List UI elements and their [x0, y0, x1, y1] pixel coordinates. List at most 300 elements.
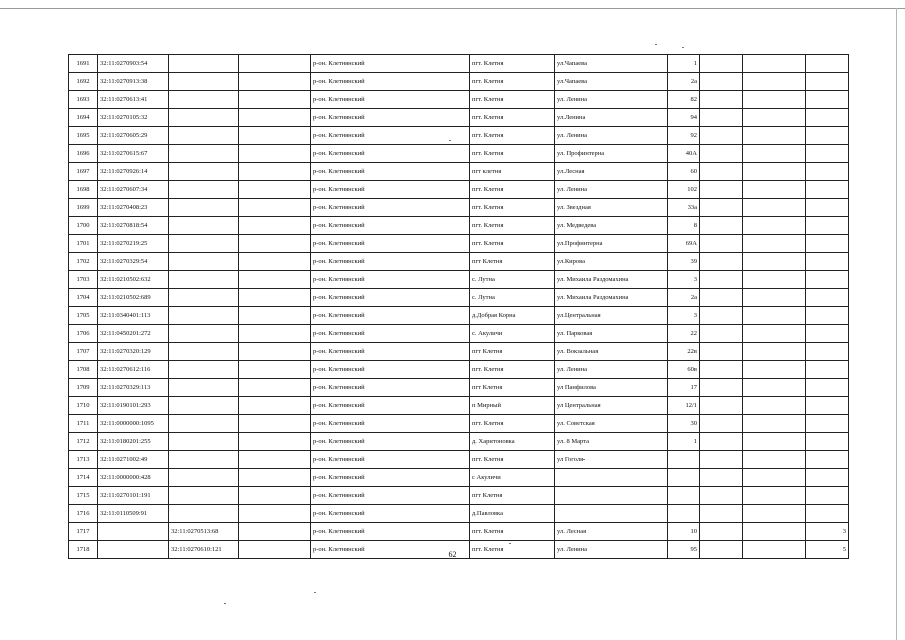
- cell-settlement: пгт. Клетня: [470, 523, 555, 541]
- cell-row-number: 1700: [69, 217, 98, 235]
- registry-table-container: [68, 54, 848, 559]
- cell-row-number: 1703: [69, 271, 98, 289]
- cell-extra-1: [700, 487, 743, 505]
- cell-house-number: 2а: [668, 289, 700, 307]
- cell-house-number: 82: [668, 91, 700, 109]
- cell-settlement: пгт. Клетня: [470, 73, 555, 91]
- cell-extra-3: [806, 505, 849, 523]
- cell-empty: [239, 55, 311, 73]
- cell-extra-3: 3: [806, 523, 849, 541]
- cell-cadastral-number: 32:11:0270913:38: [98, 73, 169, 91]
- table-row: [69, 379, 849, 397]
- cell-cadastral-number: 32:11:0270818:54: [98, 217, 169, 235]
- scan-edge-right: [896, 8, 897, 640]
- cell-row-number: 1709: [69, 379, 98, 397]
- cell-cadastral-number: 32:11:0270615:67: [98, 145, 169, 163]
- cell-district: р-он. Клетнянский: [311, 307, 470, 325]
- cell-extra-2: [743, 217, 806, 235]
- cell-extra-2: [743, 253, 806, 271]
- cell-extra-3: [806, 361, 849, 379]
- cell-cadastral-number-alt: 32:11:0270610:121: [169, 541, 239, 559]
- cell-extra-1: [700, 379, 743, 397]
- cell-street: ул. Лесная: [555, 523, 668, 541]
- cell-extra-2: [743, 235, 806, 253]
- cell-row-number: 1718: [69, 541, 98, 559]
- cell-district: р-он. Клетнянский: [311, 145, 470, 163]
- cell-extra-2: [743, 145, 806, 163]
- cell-district: р-он. Клетнянский: [311, 469, 470, 487]
- table-row: [69, 109, 849, 127]
- cell-cadastral-number: 32:11:0270329:54: [98, 253, 169, 271]
- table-row: [69, 163, 849, 181]
- cell-district: р-он. Клетнянский: [311, 415, 470, 433]
- table-row: [69, 433, 849, 451]
- cell-cadastral-number: [98, 523, 169, 541]
- cell-extra-1: [700, 235, 743, 253]
- table-row: [69, 199, 849, 217]
- cell-row-number: 1701: [69, 235, 98, 253]
- cell-district: р-он. Клетнянский: [311, 235, 470, 253]
- cell-district: р-он. Клетнянский: [311, 523, 470, 541]
- cell-empty: [239, 181, 311, 199]
- cell-district: р-он. Клетнянский: [311, 361, 470, 379]
- cell-extra-2: [743, 199, 806, 217]
- table-row: [69, 127, 849, 145]
- cell-empty: [239, 127, 311, 145]
- cell-district: р-он. Клетнянский: [311, 325, 470, 343]
- cell-extra-1: [700, 217, 743, 235]
- cell-cadastral-number: 32:11:0450201:272: [98, 325, 169, 343]
- cell-extra-3: [806, 217, 849, 235]
- cell-district: р-он. Клетнянский: [311, 163, 470, 181]
- cell-cadastral-number-alt: [169, 109, 239, 127]
- cell-extra-2: [743, 415, 806, 433]
- cell-extra-3: [806, 181, 849, 199]
- cell-extra-3: [806, 325, 849, 343]
- cell-row-number: 1693: [69, 91, 98, 109]
- cell-house-number: 12/1: [668, 397, 700, 415]
- cell-cadastral-number: 32:11:0270329:113: [98, 379, 169, 397]
- cell-district: р-он. Клетнянский: [311, 73, 470, 91]
- cell-cadastral-number: 32:11:0180201:255: [98, 433, 169, 451]
- table-row: [69, 523, 849, 541]
- cell-street: ул. 8 Марта: [555, 433, 668, 451]
- cell-house-number: [668, 505, 700, 523]
- cell-extra-2: [743, 361, 806, 379]
- cell-extra-1: [700, 199, 743, 217]
- cell-extra-2: [743, 433, 806, 451]
- cell-district: р-он. Клетнянский: [311, 91, 470, 109]
- cell-house-number: 3: [668, 271, 700, 289]
- cell-settlement: пгт. Клетня: [470, 91, 555, 109]
- cell-settlement: пгт Клетня: [470, 487, 555, 505]
- cell-empty: [239, 361, 311, 379]
- cell-district: р-он. Клетнянский: [311, 505, 470, 523]
- table-row: [69, 73, 849, 91]
- cell-empty: [239, 325, 311, 343]
- cell-street: [555, 487, 668, 505]
- cell-street: ул Гоголя: [555, 451, 668, 469]
- cell-cadastral-number-alt: [169, 235, 239, 253]
- cell-row-number: 1702: [69, 253, 98, 271]
- table-row: [69, 145, 849, 163]
- cell-cadastral-number-alt: [169, 433, 239, 451]
- cell-street: ул. Ленина: [555, 541, 668, 559]
- cell-district: р-он. Клетнянский: [311, 181, 470, 199]
- cell-cadastral-number-alt: [169, 253, 239, 271]
- cell-row-number: 1699: [69, 199, 98, 217]
- cell-cadastral-number: 32:11:0270219:25: [98, 235, 169, 253]
- cell-empty: [239, 253, 311, 271]
- cell-street: ул. Парковая: [555, 325, 668, 343]
- cell-settlement: пгт. Клетня: [470, 145, 555, 163]
- cell-empty: [239, 91, 311, 109]
- cell-extra-2: [743, 271, 806, 289]
- cell-cadastral-number: 32:11:0270612:116: [98, 361, 169, 379]
- cell-cadastral-number-alt: [169, 217, 239, 235]
- cell-district: р-он. Клетнянский: [311, 271, 470, 289]
- cell-house-number: 10: [668, 523, 700, 541]
- cell-house-number: 22: [668, 325, 700, 343]
- cell-street: ул Центральная: [555, 397, 668, 415]
- scan-speck: [682, 47, 684, 48]
- cell-house-number: 1: [668, 433, 700, 451]
- registry-table: [68, 54, 849, 559]
- table-row: [69, 469, 849, 487]
- cell-district: р-он. Клетнянский: [311, 343, 470, 361]
- cell-row-number: 1715: [69, 487, 98, 505]
- cell-extra-2: [743, 91, 806, 109]
- cell-settlement: д.Павловка: [470, 505, 555, 523]
- cell-extra-3: [806, 109, 849, 127]
- cell-row-number: 1705: [69, 307, 98, 325]
- cell-street: ул.Чапаева: [555, 55, 668, 73]
- scan-speck: [314, 592, 316, 593]
- cell-cadastral-number: 32:11:0210502:632: [98, 271, 169, 289]
- cell-extra-1: [700, 415, 743, 433]
- cell-street: ул. Ленина: [555, 127, 668, 145]
- cell-row-number: 1716: [69, 505, 98, 523]
- cell-street: ул. Медведева: [555, 217, 668, 235]
- cell-extra-3: [806, 343, 849, 361]
- cell-row-number: 1692: [69, 73, 98, 91]
- cell-empty: [239, 145, 311, 163]
- cell-empty: [239, 73, 311, 91]
- cell-extra-3: 5: [806, 541, 849, 559]
- cell-extra-2: [743, 325, 806, 343]
- cell-house-number: [668, 469, 700, 487]
- cell-cadastral-number-alt: [169, 397, 239, 415]
- table-row: [69, 235, 849, 253]
- cell-street: ул Панфилова: [555, 379, 668, 397]
- cell-district: р-он. Клетнянский: [311, 487, 470, 505]
- cell-empty: [239, 523, 311, 541]
- cell-settlement: пгт Клетня: [470, 343, 555, 361]
- cell-empty: [239, 451, 311, 469]
- cell-cadastral-number-alt: [169, 55, 239, 73]
- cell-cadastral-number: 32:11:0000000:428: [98, 469, 169, 487]
- cell-extra-2: [743, 451, 806, 469]
- cell-extra-2: [743, 505, 806, 523]
- cell-cadastral-number-alt: [169, 127, 239, 145]
- cell-extra-3: [806, 73, 849, 91]
- cell-extra-1: [700, 505, 743, 523]
- cell-empty: [239, 289, 311, 307]
- cell-settlement: пгт. Клетня: [470, 55, 555, 73]
- cell-house-number: [668, 487, 700, 505]
- cell-settlement: пгт клетня: [470, 163, 555, 181]
- cell-district: р-он. Клетнянский: [311, 451, 470, 469]
- cell-house-number: 102: [668, 181, 700, 199]
- cell-row-number: 1694: [69, 109, 98, 127]
- cell-empty: [239, 217, 311, 235]
- cell-settlement: пгт. Клетня: [470, 451, 555, 469]
- cell-extra-1: [700, 343, 743, 361]
- cell-cadastral-number-alt: [169, 163, 239, 181]
- cell-extra-3: [806, 307, 849, 325]
- cell-row-number: 1704: [69, 289, 98, 307]
- table-row: [69, 343, 849, 361]
- cell-street: ул. Ленина: [555, 361, 668, 379]
- cell-extra-2: [743, 523, 806, 541]
- cell-extra-1: [700, 289, 743, 307]
- cell-empty: [239, 415, 311, 433]
- cell-cadastral-number-alt: [169, 361, 239, 379]
- cell-settlement: пгт. Клетня: [470, 541, 555, 559]
- cell-settlement: с Акуличи: [470, 469, 555, 487]
- cell-cadastral-number: 32:11:0270408:23: [98, 199, 169, 217]
- cell-street: ул. Ленина: [555, 181, 668, 199]
- cell-street: ул. Михаила Раздомахина: [555, 289, 668, 307]
- cell-house-number: 17: [668, 379, 700, 397]
- cell-extra-2: [743, 397, 806, 415]
- cell-empty: [239, 397, 311, 415]
- cell-settlement: пгт. Клетня: [470, 235, 555, 253]
- page-number: 62: [448, 550, 457, 559]
- cell-cadastral-number-alt: [169, 487, 239, 505]
- cell-extra-2: [743, 379, 806, 397]
- cell-cadastral-number-alt: [169, 379, 239, 397]
- cell-settlement: пгт. Клетня: [470, 181, 555, 199]
- table-row: [69, 253, 849, 271]
- cell-empty: [239, 433, 311, 451]
- cell-empty: [239, 163, 311, 181]
- cell-row-number: 1698: [69, 181, 98, 199]
- cell-row-number: 1710: [69, 397, 98, 415]
- cell-district: р-он. Клетнянский: [311, 541, 470, 559]
- cell-extra-1: [700, 469, 743, 487]
- table-row: [69, 397, 849, 415]
- table-row: [69, 415, 849, 433]
- cell-extra-2: [743, 55, 806, 73]
- cell-street: ул. Профинтерна: [555, 145, 668, 163]
- cell-extra-2: [743, 469, 806, 487]
- cell-cadastral-number: 32:11:0270320:129: [98, 343, 169, 361]
- cell-cadastral-number-alt: [169, 415, 239, 433]
- cell-district: р-он. Клетнянский: [311, 379, 470, 397]
- cell-cadastral-number-alt: [169, 145, 239, 163]
- table-row: [69, 325, 849, 343]
- cell-extra-3: [806, 199, 849, 217]
- cell-settlement: пгт Клетня: [470, 379, 555, 397]
- cell-cadastral-number: 32:11:0270101:191: [98, 487, 169, 505]
- cell-extra-2: [743, 487, 806, 505]
- cell-street: ул. Ленина: [555, 91, 668, 109]
- cell-extra-3: [806, 235, 849, 253]
- cell-street: [555, 469, 668, 487]
- cell-extra-2: [743, 109, 806, 127]
- table-row: [69, 289, 849, 307]
- cell-cadastral-number: 32:11:0270613:41: [98, 91, 169, 109]
- cell-settlement: пгт. Клетня: [470, 199, 555, 217]
- cell-house-number: 2а: [668, 73, 700, 91]
- cell-cadastral-number: 32:11:0190101:293: [98, 397, 169, 415]
- cell-settlement: п Мирный: [470, 397, 555, 415]
- cell-house-number: [668, 451, 700, 469]
- cell-row-number: 1717: [69, 523, 98, 541]
- cell-settlement: пгт. Клетня: [470, 361, 555, 379]
- cell-house-number: 60в: [668, 361, 700, 379]
- cell-cadastral-number-alt: [169, 289, 239, 307]
- cell-district: р-он. Клетнянский: [311, 109, 470, 127]
- cell-extra-1: [700, 91, 743, 109]
- cell-empty: [239, 307, 311, 325]
- table-row: [69, 505, 849, 523]
- cell-house-number: 3: [668, 307, 700, 325]
- table-row: [69, 91, 849, 109]
- cell-house-number: 95: [668, 541, 700, 559]
- cell-settlement: пгт. Клетня: [470, 217, 555, 235]
- cell-extra-2: [743, 181, 806, 199]
- cell-cadastral-number-alt: [169, 271, 239, 289]
- cell-street: ул.Профинтерна: [555, 235, 668, 253]
- cell-district: р-он. Клетнянский: [311, 253, 470, 271]
- cell-extra-1: [700, 307, 743, 325]
- cell-extra-3: [806, 271, 849, 289]
- cell-extra-1: [700, 73, 743, 91]
- scan-edge-top: [0, 8, 905, 9]
- cell-house-number: 33а: [668, 199, 700, 217]
- cell-extra-3: [806, 433, 849, 451]
- cell-cadastral-number-alt: [169, 91, 239, 109]
- cell-cadastral-number-alt: [169, 181, 239, 199]
- cell-district: р-он. Клетнянский: [311, 127, 470, 145]
- cell-extra-3: [806, 253, 849, 271]
- cell-settlement: пгт. Клетня: [470, 415, 555, 433]
- cell-extra-1: [700, 181, 743, 199]
- table-row: [69, 307, 849, 325]
- cell-cadastral-number: 32:11:0270105:32: [98, 109, 169, 127]
- cell-street: ул. Вокзальная: [555, 343, 668, 361]
- cell-extra-2: [743, 163, 806, 181]
- cell-extra-1: [700, 145, 743, 163]
- cell-extra-3: [806, 145, 849, 163]
- cell-district: р-он. Клетнянский: [311, 433, 470, 451]
- cell-extra-1: [700, 55, 743, 73]
- cell-extra-3: [806, 91, 849, 109]
- cell-extra-2: [743, 343, 806, 361]
- table-row: [69, 55, 849, 73]
- cell-cadastral-number-alt: [169, 307, 239, 325]
- cell-street: ул. Звездная: [555, 199, 668, 217]
- cell-house-number: 39: [668, 253, 700, 271]
- cell-empty: [239, 469, 311, 487]
- cell-street: ул.Кирова: [555, 253, 668, 271]
- cell-house-number: 69А: [668, 235, 700, 253]
- cell-extra-1: [700, 433, 743, 451]
- table-row: [69, 361, 849, 379]
- cell-cadastral-number-alt: [169, 199, 239, 217]
- cell-extra-2: [743, 73, 806, 91]
- cell-extra-2: [743, 127, 806, 145]
- cell-cadastral-number: 32:11:0210502:689: [98, 289, 169, 307]
- cell-extra-2: [743, 289, 806, 307]
- cell-row-number: 1712: [69, 433, 98, 451]
- cell-extra-1: [700, 523, 743, 541]
- cell-cadastral-number-alt: 32:11:0270513:68: [169, 523, 239, 541]
- cell-cadastral-number-alt: [169, 505, 239, 523]
- table-row: [69, 451, 849, 469]
- cell-extra-3: [806, 487, 849, 505]
- cell-house-number: 92: [668, 127, 700, 145]
- cell-cadastral-number: 32:11:0270607:34: [98, 181, 169, 199]
- registry-table-body: [69, 55, 849, 559]
- cell-house-number: 60: [668, 163, 700, 181]
- cell-row-number: 1711: [69, 415, 98, 433]
- cell-extra-3: [806, 163, 849, 181]
- cell-extra-3: [806, 127, 849, 145]
- table-row: [69, 181, 849, 199]
- cell-street: [555, 505, 668, 523]
- cell-empty: [239, 109, 311, 127]
- cell-extra-1: [700, 397, 743, 415]
- cell-settlement: д.Добрая Корна: [470, 307, 555, 325]
- cell-extra-1: [700, 451, 743, 469]
- cell-empty: [239, 343, 311, 361]
- cell-house-number: 22в: [668, 343, 700, 361]
- cell-row-number: 1696: [69, 145, 98, 163]
- cell-street: ул.Лесная: [555, 163, 668, 181]
- cell-cadastral-number-alt: [169, 451, 239, 469]
- cell-extra-1: [700, 163, 743, 181]
- cell-street: ул.Ленина: [555, 109, 668, 127]
- cell-extra-3: [806, 397, 849, 415]
- cell-extra-1: [700, 127, 743, 145]
- cell-extra-3: [806, 469, 849, 487]
- scan-speck: [224, 603, 226, 604]
- cell-row-number: 1714: [69, 469, 98, 487]
- cell-house-number: 94: [668, 109, 700, 127]
- cell-empty: [239, 505, 311, 523]
- cell-extra-1: [700, 325, 743, 343]
- table-row: [69, 487, 849, 505]
- cell-extra-3: [806, 451, 849, 469]
- cell-settlement: с. Лутна: [470, 289, 555, 307]
- cell-extra-1: [700, 109, 743, 127]
- cell-row-number: 1697: [69, 163, 98, 181]
- cell-settlement: пгт. Клетня: [470, 127, 555, 145]
- cell-extra-1: [700, 271, 743, 289]
- cell-extra-3: [806, 289, 849, 307]
- cell-cadastral-number: 32:11:0110509:91: [98, 505, 169, 523]
- cell-district: р-он. Клетнянский: [311, 55, 470, 73]
- cell-cadastral-number-alt: [169, 325, 239, 343]
- cell-cadastral-number: 32:11:0270605:29: [98, 127, 169, 145]
- cell-cadastral-number-alt: [169, 343, 239, 361]
- cell-cadastral-number-alt: [169, 73, 239, 91]
- cell-house-number: 8: [668, 217, 700, 235]
- scan-speck: [655, 44, 657, 45]
